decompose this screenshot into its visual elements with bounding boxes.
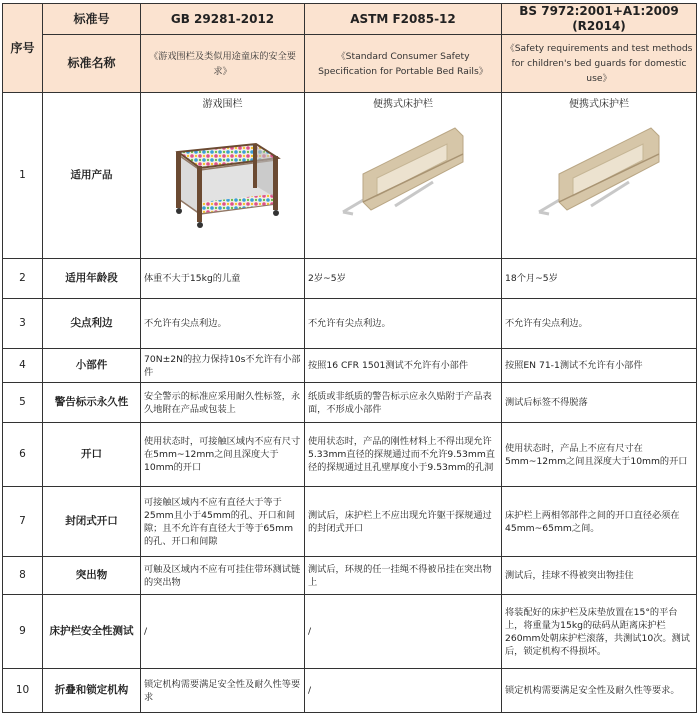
table-row <box>3 423 697 487</box>
std-no-header: 标准号 <box>43 4 141 35</box>
std-number-gb: GB 29281-2012 <box>141 4 305 35</box>
row-index: 7 <box>3 487 43 557</box>
cell-gb: 安全警示的标准应采用耐久性标签，永久地附在产品或包装上 <box>141 383 305 423</box>
row-label: 适用产品 <box>43 93 141 259</box>
cell-gb: 不允许有尖点利边。 <box>141 299 305 349</box>
cell-bs: 测试后标签不得脱落 <box>502 383 697 423</box>
row-label: 封闭式开口 <box>43 487 141 557</box>
row-index: 10 <box>3 669 43 713</box>
row-label: 尖点利边 <box>43 299 141 349</box>
header-row-standard-name <box>3 35 697 93</box>
product-name: 便携式床护栏 <box>373 99 433 110</box>
cell-bs: 18个月~5岁 <box>502 259 697 299</box>
cell-gb: 体重不大于15kg的儿童 <box>141 259 305 299</box>
table-row <box>3 259 697 299</box>
row-index: 3 <box>3 299 43 349</box>
cell-astm: 测试后，床护栏上不应出现允许躯干探规通过的封闭式开口 <box>305 487 502 557</box>
product-cell-gb <box>141 93 305 259</box>
cell-gb: / <box>141 595 305 669</box>
row-index: 9 <box>3 595 43 669</box>
playpen-photo-icon <box>158 114 288 234</box>
table-row <box>3 669 697 713</box>
table-row <box>3 595 697 669</box>
row-index: 5 <box>3 383 43 423</box>
row-label: 床护栏安全性测试 <box>43 595 141 669</box>
row-label: 适用年龄段 <box>43 259 141 299</box>
row-label: 折叠和锁定机构 <box>43 669 141 713</box>
row-index: 8 <box>3 557 43 595</box>
cell-astm: 2岁~5岁 <box>305 259 502 299</box>
std-name-bs: 《Safety requirements and test methods for children's bed guards for domestic use》 <box>502 35 697 93</box>
table-row <box>3 349 697 383</box>
cell-bs: 锁定机构需要满足安全性及耐久性等要求。 <box>502 669 697 713</box>
product-cell-astm <box>305 93 502 259</box>
row-label: 警告标示永久性 <box>43 383 141 423</box>
table-row <box>3 383 697 423</box>
cell-bs: 测试后，挂球不得被突出物挂住 <box>502 557 697 595</box>
comparison-table <box>2 3 697 713</box>
row-index: 6 <box>3 423 43 487</box>
cell-gb: 可接触区域内不应有直径大于等于25mm且小于45mm的孔、开口和间隙；且不允许有直径大于等于65mm的孔、开口和间隙 <box>141 487 305 557</box>
cell-astm: 测试后，环规的任一挂绳不得被吊挂在突出物上 <box>305 557 502 595</box>
std-number-astm: ASTM F2085-12 <box>305 4 502 35</box>
product-name: 便携式床护栏 <box>569 99 629 110</box>
cell-bs: 不允许有尖点利边。 <box>502 299 697 349</box>
cell-astm: 纸质或非纸质的警告标示应永久贴附于产品表面，不形成小部件 <box>305 383 502 423</box>
row-label: 小部件 <box>43 349 141 383</box>
product-cell-bs <box>502 93 697 259</box>
cell-astm: / <box>305 595 502 669</box>
cell-astm: / <box>305 669 502 713</box>
row-label: 开口 <box>43 423 141 487</box>
row-index: 2 <box>3 259 43 299</box>
cell-bs: 按照EN 71-1测试不允许有小部件 <box>502 349 697 383</box>
cell-gb: 使用状态时，可接触区域内不应有尺寸在5mm~12mm之间且深度大于10mm的开口 <box>141 423 305 487</box>
cell-gb: 70N±2N的拉力保持10s不允许有小部件 <box>141 349 305 383</box>
std-number-bs: BS 7972:2001+A1:2009 (R2014) <box>502 4 697 35</box>
bed-rail-photo-icon <box>333 114 473 224</box>
std-name-header: 标准名称 <box>43 35 141 93</box>
cell-astm: 不允许有尖点利边。 <box>305 299 502 349</box>
table-row <box>3 557 697 595</box>
bed-rail-photo-icon <box>529 114 669 224</box>
row-label: 突出物 <box>43 557 141 595</box>
header-row-standard-number <box>3 4 697 35</box>
cell-astm: 按照16 CFR 1501测试不允许有小部件 <box>305 349 502 383</box>
cell-astm: 使用状态时，产品的刚性材料上不得出现允许5.33mm直径的探规通过而不允许9.53mm直径的探规通过且孔壁厚度小于9.53mm的孔洞 <box>305 423 502 487</box>
cell-bs: 使用状态时，产品上不应有尺寸在5mm~12mm之间且深度大于10mm的开口 <box>502 423 697 487</box>
row-index: 4 <box>3 349 43 383</box>
std-name-astm: 《Standard Consumer Safety Specification for Portable Bed Rails》 <box>305 35 502 93</box>
std-name-gb: 《游戏围栏及类似用途童床的安全要求》 <box>141 35 305 93</box>
cell-bs: 床护栏上两相邻部件之间的开口直径必须在45mm~65mm之间。 <box>502 487 697 557</box>
seq-header: 序号 <box>3 4 43 93</box>
table-row <box>3 487 697 557</box>
cell-gb: 可触及区域内不应有可挂住带环测试链的突出物 <box>141 557 305 595</box>
product-name: 游戏围栏 <box>202 99 243 110</box>
cell-bs: 将装配好的床护栏及床垫放置在15°的平台上，将重量为15kg的砝码从距离床护栏260mm处朝床护栏滚落，共测试10次。测试后，锁定机构不得损坏。 <box>502 595 697 669</box>
cell-gb: 锁定机构需要满足安全性及耐久性等要求 <box>141 669 305 713</box>
table-row <box>3 299 697 349</box>
row-index: 1 <box>3 93 43 259</box>
table-row <box>3 93 697 259</box>
